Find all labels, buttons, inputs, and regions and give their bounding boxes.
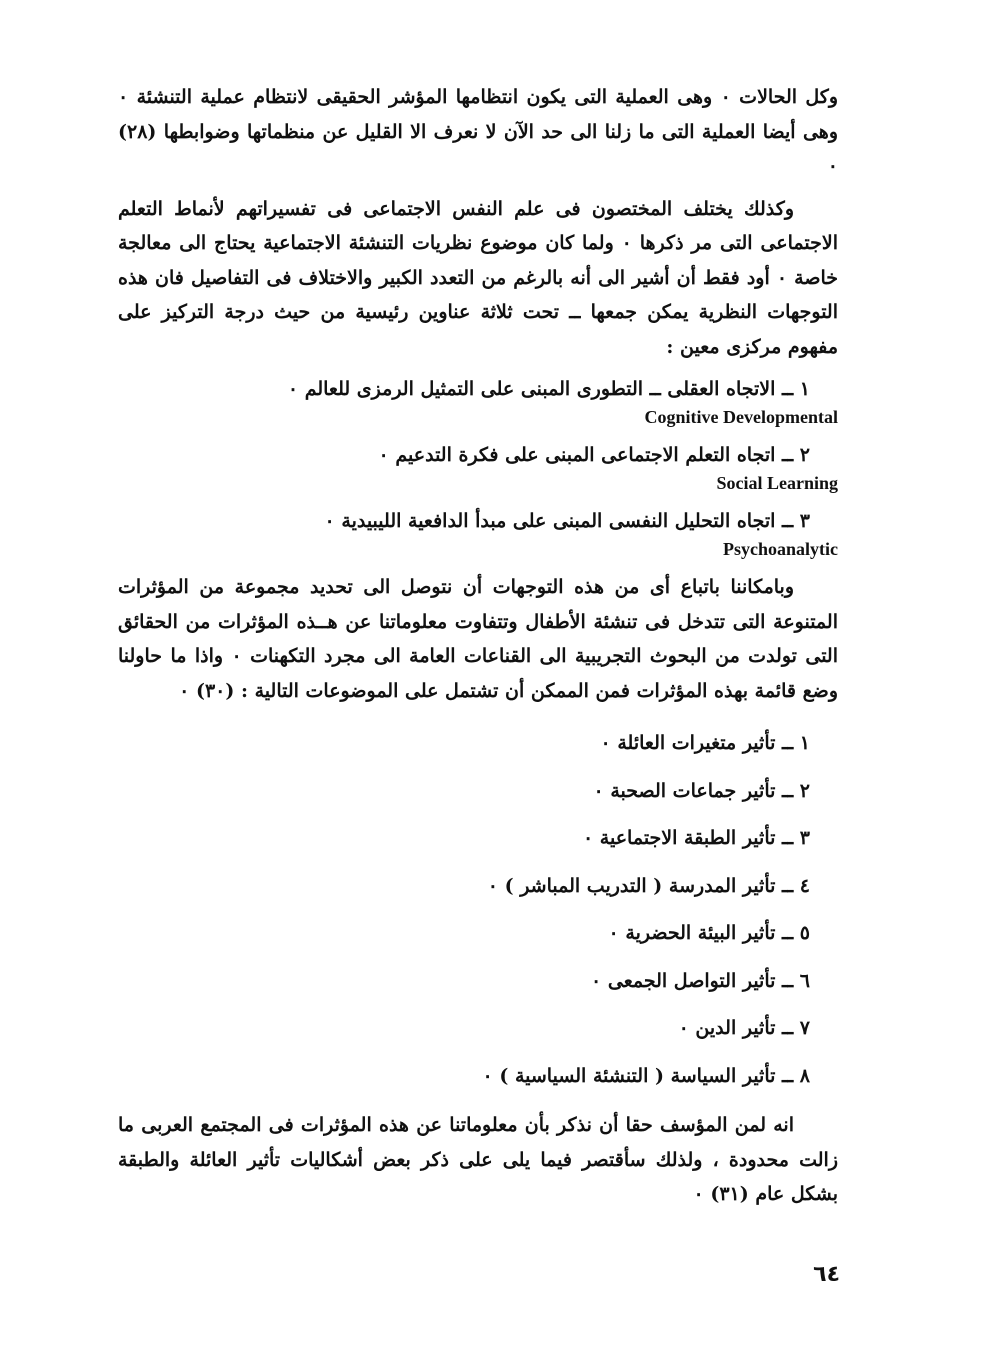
paragraph-3: وبامكاننا باتباع أى من هذه التوجهات أن نتوصل الى تحديد مجموعة من المؤثرات المتنوعة التى تتدخل فى تنشئة الأطفال وتتفاوت معلوماتنا عن هــذه المؤثرات من الحقائق التى تولدت من البحوث التجريبية الى القناعات العامة الى مجرد التكهنات ٠ واذا ما حاولنا وضع قائمة بهذه المؤثرات فمن الممكن أن تشتمل على الموضوعات التالية : (٣٠) ٠ [118,576,838,702]
page-body [118,80,838,1212]
approach-english: Cognitive Developmental [644,407,838,427]
list-item: ٢ ــ تأثير جماعات الصحبة ٠ [593,779,810,802]
list-item: ٥ ــ تأثير البيئة الحضرية ٠ [608,922,810,944]
approach-arabic: ٣ ــ اتجاه التحليل النفسى المبنى على مبدأ الدافعية الليبيدية ٠ [324,510,810,532]
influences-list [118,720,838,1100]
list-item [118,438,838,494]
page-number: ٦٤ [813,1262,840,1287]
approach-english: Psychoanalytic [723,539,838,559]
list-item: ١ ــ تأثير متغيرات العائلة ٠ [600,732,810,754]
approach-arabic: ٢ ــ اتجاه التعلم الاجتماعى المبنى على فكرة التدعيم ٠ [378,444,810,466]
list-item: ٤ ــ تأثير المدرسة ( التدريب المباشر ) ٠ [487,874,810,897]
list-item: ٨ ــ تأثير السياسة ( التنشئة السياسية ) ٠ [482,1064,810,1087]
list-item: ٧ ــ تأثير الدين ٠ [678,1017,810,1039]
paragraph-1: وكل الحالات ٠ وهى العملية التى يكون انتظامها المؤشر الحقيقى لانتظام عملية التنشئة ٠ وهى أيضا العملية التى ما زلنا الى حد الآن لا نعرف الا القليل عن منظماتها وضوابطها (٢٨) ٠ [118,86,838,177]
paragraph-4: انه لمن المؤسف حقا أن نذكر بأن معلوماتنا عن هذه المؤثرات فى المجتمع العربى ما زالت محدودة ، ولذلك سأقتصر فيما يلى على ذكر بعض أشكاليات تأثير العائلة والطبقة بشكل عام (٣١) ٠ [118,1114,838,1205]
list-item: ٦ ــ تأثير التواصل الجمعى ٠ [591,969,810,992]
list-item [118,504,838,560]
list-item [118,372,838,428]
paragraph-2: وكذلك يختلف المختصون فى علم النفس الاجتماعى فى تفسيراتهم لأنماط التعلم الاجتماعى التى مر ذكرها ٠ ولما كان موضوع نظريات التنشئة الاجتماعية يحتاج الى معالجة خاصة ٠ أود فقط أن أشير الى أنه بالرغم من التعدد الكبير والاختلاف فى التفاصيل فان هذه التوجهات النظرية يمكن جمعها ــ تحت ثلاثة عناوين رئيسية من حيث درجة التركيز على مفهوم مركزى معين : [118,197,838,358]
list-item: ٣ ــ تأثير الطبقة الاجتماعية ٠ [582,827,810,849]
approach-arabic: ١ ــ الاتجاه العقلى ــ التطورى المبنى على التمثيل الرمزى للعالم ٠ [287,378,810,400]
theory-approaches-list [118,372,838,560]
approach-english: Social Learning [716,473,838,493]
